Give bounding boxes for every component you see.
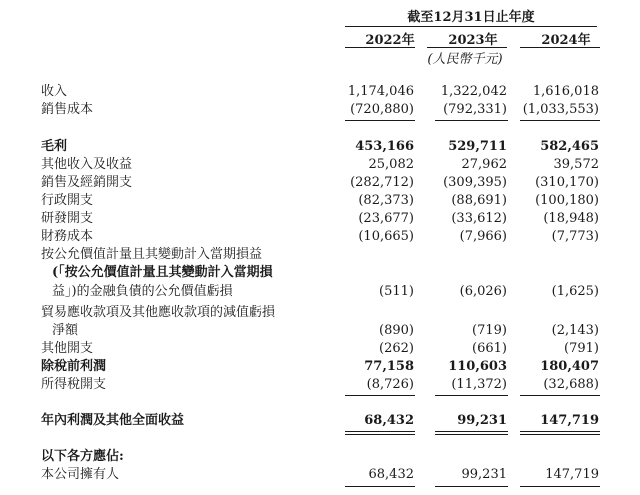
value-2023: 110,603 bbox=[448, 359, 507, 374]
row-profit-before-tax bbox=[0, 358, 640, 376]
row-revenue bbox=[0, 83, 640, 101]
value-2023: (309,395) bbox=[443, 175, 507, 190]
value-2024: (2,143) bbox=[551, 323, 599, 338]
row-label: 毛利 bbox=[41, 139, 68, 154]
value-2024: (1,033,553) bbox=[522, 102, 599, 117]
value-2024: (7,773) bbox=[551, 229, 599, 244]
total-double-line bbox=[345, 434, 415, 435]
value-2023: (792,331) bbox=[443, 102, 507, 117]
value-2022: 25,082 bbox=[368, 157, 414, 172]
row-label: 財務成本 bbox=[41, 229, 94, 244]
value-2022: (511) bbox=[379, 284, 414, 299]
value-2024: (791) bbox=[564, 341, 599, 356]
year-2022-heading: 2022年 bbox=[365, 33, 415, 48]
row-label: 以下各方應佔: bbox=[41, 449, 124, 464]
row-cost-of-sales bbox=[0, 101, 640, 119]
row-label: 本公司擁有人 bbox=[41, 467, 120, 482]
value-2024: (1,625) bbox=[551, 284, 599, 299]
row-gross-profit bbox=[0, 138, 640, 156]
value-2024: (32,688) bbox=[543, 377, 599, 392]
value-2023: 27,962 bbox=[461, 157, 507, 172]
subtotal-line bbox=[520, 120, 600, 121]
currency-unit: (人民幣千元) bbox=[427, 52, 503, 67]
value-2023: (33,612) bbox=[451, 211, 507, 226]
period-underline bbox=[345, 26, 597, 27]
value-2023: (719) bbox=[472, 323, 507, 338]
row-total-comprehensive-income bbox=[0, 412, 640, 430]
value-2022: 68,432 bbox=[364, 413, 414, 428]
value-2024: 582,465 bbox=[540, 139, 599, 154]
value-2024: 180,407 bbox=[540, 359, 599, 374]
row-label: 貿易應收款項及其他應收款項的減值虧損 bbox=[41, 305, 276, 320]
row-finance-costs bbox=[0, 228, 640, 246]
value-2022: (8,726) bbox=[366, 377, 414, 392]
total-line bbox=[435, 431, 508, 432]
row-label: 所得稅開支 bbox=[41, 377, 107, 392]
value-2023: 99,231 bbox=[457, 413, 507, 428]
value-2024: 39,572 bbox=[553, 157, 599, 172]
row-label: 收入 bbox=[41, 84, 68, 99]
year-2023-heading: 2023年 bbox=[448, 33, 498, 48]
value-2022: (23,677) bbox=[358, 211, 414, 226]
value-2023: (6,026) bbox=[459, 284, 507, 299]
total-double-line bbox=[435, 434, 508, 435]
subtotal-line bbox=[520, 486, 600, 487]
value-2023: (11,372) bbox=[451, 377, 507, 392]
row-label: (「按公允價值計量且其變動計入當期損 bbox=[52, 265, 273, 280]
row-label: 年內利潤及其他全面收益 bbox=[41, 413, 185, 428]
subtotal-line bbox=[345, 395, 415, 396]
subtotal-line bbox=[435, 486, 508, 487]
row-fvtpl-loss-line2 bbox=[0, 264, 640, 282]
total-line bbox=[345, 431, 415, 432]
row-fvtpl-loss bbox=[0, 283, 640, 301]
row-label: 其他收入及收益 bbox=[41, 157, 133, 172]
total-line bbox=[520, 431, 600, 432]
subtotal-line bbox=[345, 486, 415, 487]
value-2022: (890) bbox=[379, 323, 414, 338]
value-2023: (7,966) bbox=[459, 229, 507, 244]
value-2022: (282,712) bbox=[350, 175, 414, 190]
row-label: 按公允價值計量且其變動計入當期損益 bbox=[41, 247, 263, 262]
value-2022: 1,174,046 bbox=[347, 84, 414, 99]
row-label: 其他開支 bbox=[41, 341, 94, 356]
subtotal-line bbox=[520, 395, 600, 396]
row-label: 銷售及經銷開支 bbox=[41, 175, 133, 190]
row-label: 研發開支 bbox=[41, 211, 94, 226]
value-2024: 147,719 bbox=[545, 467, 599, 482]
total-double-line bbox=[520, 434, 600, 435]
value-2024: (100,180) bbox=[535, 193, 599, 208]
row-label: 除稅前利潤 bbox=[41, 359, 107, 374]
row-impairment-line1 bbox=[0, 304, 640, 322]
year-2022-underline bbox=[345, 47, 415, 48]
value-2023: 99,231 bbox=[461, 467, 507, 482]
value-2023: 529,711 bbox=[448, 139, 507, 154]
value-2022: 68,432 bbox=[368, 467, 414, 482]
row-selling-expenses bbox=[0, 174, 640, 192]
row-label: 行政開支 bbox=[41, 193, 94, 208]
value-2023: (88,691) bbox=[451, 193, 507, 208]
year-2024-heading: 2024年 bbox=[541, 33, 591, 48]
row-impairment-net bbox=[0, 322, 640, 340]
row-label: 益」)的金融負債的公允價值虧損 bbox=[52, 284, 233, 299]
row-label: 銷售成本 bbox=[41, 102, 94, 117]
row-other-expenses bbox=[0, 340, 640, 358]
year-2024-underline bbox=[520, 47, 600, 48]
row-attributable-heading bbox=[0, 448, 640, 466]
row-owners-of-company bbox=[0, 466, 640, 484]
row-admin-expenses bbox=[0, 192, 640, 210]
value-2023: (661) bbox=[472, 341, 507, 356]
value-2024: (18,948) bbox=[543, 211, 599, 226]
row-fvtpl-loss-line1 bbox=[0, 246, 640, 264]
value-2024: 147,719 bbox=[540, 413, 599, 428]
subtotal-line bbox=[435, 120, 508, 121]
row-income-tax bbox=[0, 376, 640, 394]
row-rd-expenses bbox=[0, 210, 640, 228]
value-2022: (82,373) bbox=[358, 193, 414, 208]
subtotal-line bbox=[345, 120, 415, 121]
value-2022: 77,158 bbox=[364, 359, 414, 374]
value-2024: 1,616,018 bbox=[532, 84, 599, 99]
period-heading: 截至12月31日止年度 bbox=[407, 10, 535, 25]
value-2024: (310,170) bbox=[535, 175, 599, 190]
value-2022: (720,880) bbox=[350, 102, 414, 117]
row-other-income bbox=[0, 156, 640, 174]
value-2022: (262) bbox=[379, 341, 414, 356]
value-2023: 1,322,042 bbox=[440, 84, 507, 99]
value-2022: (10,665) bbox=[358, 229, 414, 244]
row-label: 淨額 bbox=[52, 323, 79, 338]
value-2022: 453,166 bbox=[355, 139, 414, 154]
subtotal-line bbox=[435, 395, 508, 396]
